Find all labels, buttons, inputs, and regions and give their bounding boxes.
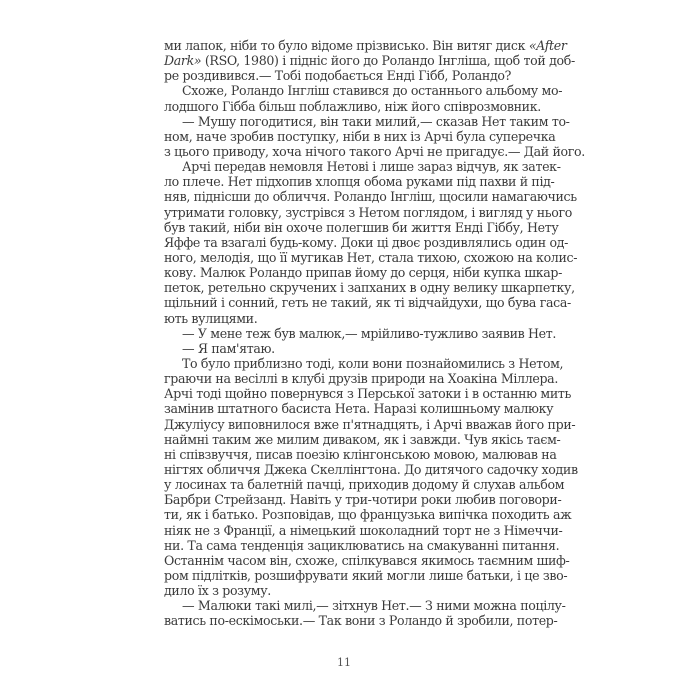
text-run: утримати головку, зустрівся з Нетом поглядом, і вигляд у нього <box>164 204 572 220</box>
text-line <box>164 219 559 235</box>
text-line <box>164 83 563 99</box>
text-run: Барбри Стрейзанд. Навіть у три-чотири роки любив поговори- <box>164 492 562 508</box>
text-line <box>164 174 555 190</box>
text-line <box>164 416 576 432</box>
text-line <box>164 53 575 69</box>
text-run: з цього приводу, хоча нічого такого Арчі не пригадує.— Дай його. <box>164 143 585 159</box>
text-line <box>164 537 560 553</box>
text-line <box>164 492 562 508</box>
page-number: 11 <box>337 656 351 669</box>
text-line <box>164 431 561 447</box>
text-run: петок, ретельно скручених і запханих в одну велику шкарпетку, <box>164 280 575 296</box>
text-run: То було приблизно тоді, коли вони познайомились з Нетом, <box>182 355 564 371</box>
text-run: кову. Малюк Роландо припав йому до серця, ніби купка шкар- <box>164 265 563 281</box>
text-line <box>164 204 572 220</box>
text-run: ни. Та сама тенденція зациклюватись на смакуванні питання. <box>164 537 560 553</box>
text-line <box>164 522 563 538</box>
text-line <box>164 113 570 129</box>
text-run: ні співзвуччя, писав поезію клінгонською мовою, малював на <box>164 446 557 462</box>
text-run: Джуліусу виповнилося вже п'ятнадцять, і Арчі вважав його при- <box>164 416 576 432</box>
text-run: у лосинах та балетній пачці, приходив додому й слухав альбом <box>164 477 565 493</box>
text-run: замінив штатного басиста Нета. Наразі колишньому малюку <box>164 401 554 417</box>
text-run: няв, піднісши до обличчя. Роландо Інгліш, щосили намагаючись <box>164 189 577 205</box>
text-run: ром підлітків, розшифрувати який могли лише батьки, і це зво- <box>164 567 568 583</box>
text-line <box>164 143 585 159</box>
text-line <box>164 159 561 175</box>
text-run: ного, мелодія, що її мугикав Нет, стала тихою, схожою на колис- <box>164 249 578 265</box>
text-line <box>164 613 558 629</box>
text-run: Останнім часом він, схоже, спілкувався якимось таємним шиф- <box>164 552 570 568</box>
text-run: ніяк не з Франції, а німецький шоколадний торт не з Німеччи- <box>164 522 563 538</box>
text-line <box>164 598 566 614</box>
text-run: Арчі передав немовля Нетові і лише зараз відчув, як затек- <box>182 159 561 175</box>
italic-text: «After <box>528 38 567 53</box>
text-line <box>164 311 528 326</box>
text-run: щільний і сонний, геть не такий, як ті відчайдухи, що бува гаса- <box>164 295 571 311</box>
text-run: ло плече. Нет підхопив хлопця обома руками під пахви й під- <box>164 174 555 190</box>
text-line <box>164 355 564 371</box>
text-line <box>164 371 558 387</box>
text-run: ти, як і батько. Розповідав, що французька випічка походить аж <box>164 507 572 523</box>
text-line <box>164 446 557 462</box>
text-run: Яффе та взагалі будь-кому. Доки ці двоє роздивлялись один од- <box>164 234 569 250</box>
text-line <box>164 249 578 265</box>
text-run: — Малюки такі милі,— зітхнув Нет.— З ними можна поцілу- <box>182 598 566 614</box>
text-run: був такий, ніби він охоче полегшив би життя Енді Гіббу, Нету <box>164 219 559 235</box>
text-run: наймні таким же милим диваком, як і завжди. Чув якісь таєм- <box>164 431 561 447</box>
body-text <box>164 38 585 629</box>
text-line <box>164 98 541 114</box>
text-run: Схоже, Роландо Інгліш ставився до останнього альбому мо- <box>182 83 563 99</box>
text-run: (RSO, 1980) і підніс його до Роландо Інгліша, щоб той доб- <box>201 53 575 69</box>
text-line <box>164 341 528 356</box>
text-line <box>164 477 565 493</box>
text-run: ми лапок, ніби то було відоме прізвисько. Він витяг диск <box>164 38 529 53</box>
text-run: граючи на весіллі в клубі друзів природи на Хоакіна Міллера. <box>164 371 558 387</box>
text-run: — У мене теж був малюк,— мрійливо-тужливо заявив Нет. <box>182 325 557 341</box>
text-run: дило їх з розуму. <box>164 583 271 599</box>
text-line <box>164 128 556 144</box>
text-line <box>164 567 568 583</box>
text-line <box>164 507 572 523</box>
text-run: — Я пам'ятаю. <box>182 340 275 356</box>
text-run: ватись по-ескімоськи.— Так вони з Роландо й зробили, потер- <box>164 613 558 629</box>
text-line <box>164 189 577 205</box>
text-line <box>164 461 578 477</box>
text-line <box>164 325 557 341</box>
text-run: нігтях обличчя Джека Скеллінгтона. До дитячого садочку ходив <box>164 461 578 477</box>
text-line <box>164 38 567 53</box>
text-line <box>164 386 572 402</box>
text-run: ють вулицями. <box>164 310 258 326</box>
text-line <box>164 280 575 296</box>
text-line <box>164 295 571 311</box>
text-line <box>164 265 563 281</box>
text-run: ном, наче зробив поступку, ніби в них із Арчі була суперечка <box>164 128 556 144</box>
text-line <box>164 68 528 83</box>
text-run: ре роздивився.— Тобі подобається Енді Гібб, Роландо? <box>164 68 511 84</box>
text-run: лодшого Гібба більш поблажливо, ніж його співрозмовник. <box>164 98 541 114</box>
italic-text: Dark» <box>164 53 202 69</box>
text-line <box>164 401 554 417</box>
text-line <box>164 583 528 598</box>
text-run: Арчі тоді щойно повернувся з Перської затоки і в останню мить <box>164 386 572 402</box>
text-line <box>164 552 570 568</box>
text-run: — Мушу погодитися, він таки милий,— сказав Нет таким то- <box>182 113 570 129</box>
text-line <box>164 234 569 250</box>
